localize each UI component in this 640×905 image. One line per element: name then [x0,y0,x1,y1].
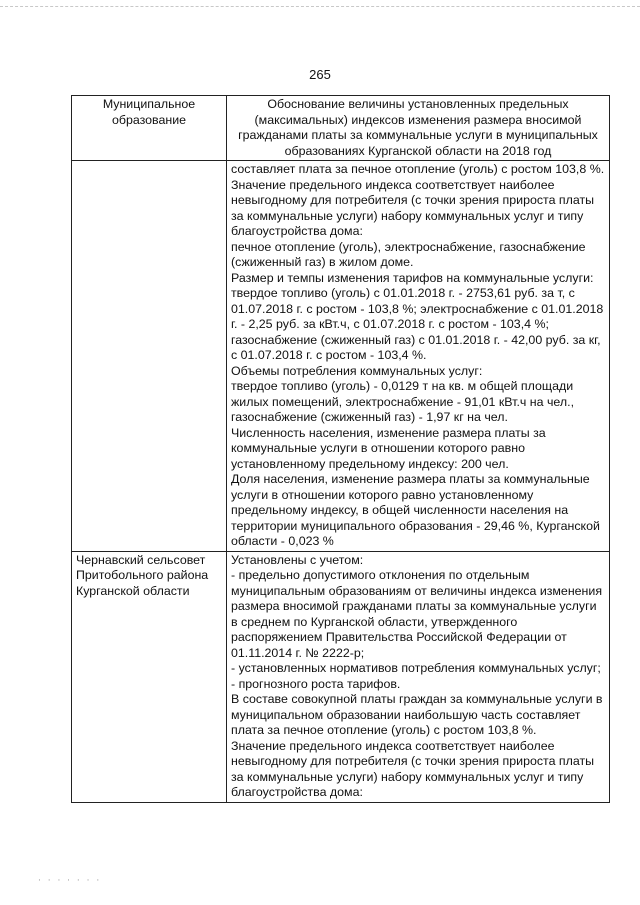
table-header-row [72,96,610,161]
header-municipality: Муниципальное образование [72,96,227,161]
paragraph: Значение предельного индекса соответствует наиболее невыгодному для потребителя (с точки зрения прироста платы за коммунальные услуги) набору коммунальных услуг и типу благоустройства дома: [231,738,595,799]
municipality-cell [72,161,227,552]
paragraph: Значение предельного индекса соответствует наиболее невыгодному для потребителя (с точки зрения прироста платы за коммунальные услуги) набору коммунальных услуг и типу благоустройства дома: [231,177,595,238]
page-number: 265 [309,67,331,82]
paragraph: Доля населения, изменение размера платы за коммунальные услуги в отношении которого равно установленному предельному индексу, в общей численности населения на территории муниципального образования - 29,46 %, Курганской области - 0,023 % [231,472,600,548]
table-row [72,161,610,552]
paragraph: - предельно допустимого отклонения по отдельным муниципальным образованиям от величины индекса изменения размера вносимой гражданами платы за коммунальные услуги в среднем по Курганской области, утвержденного распоряжением Правительства Российской Федерации от 01.11.2014 г. № 2222-р; [231,568,603,660]
paragraph: твердое топливо (уголь) - 0,0129 т на кв. м общей площади жилых помещений, электроснабжение - 91,01 кВт.ч на чел., газоснабжение (сжиженный газ) - 1,97 кг на чел. [231,379,575,424]
municipality-cell: Чернавский сельсовет Притобольного района Курганской области [72,551,227,802]
scan-artifact-dots: · · · · · · · [38,876,102,886]
paragraph: твердое топливо (уголь) с 01.01.2018 г. - 2753,61 руб. за т, с 01.07.2018 г. с ростом - 103,8 %; электроснабжение с 01.01.2018 г. - 2,25 руб. за кВт.ч, с 01.07.2018 г. с ростом - 103,4 %; газоснабжение (сжиженный газ) с 01.01.2018 г. - 42,00 руб. за кг, с 01.07.2018 г. с ростом - 103,4 %. [231,286,604,362]
paragraph: составляет плата за печное отопление (уголь) с ростом 103,8 %. [231,162,605,176]
justification-cell [227,551,610,802]
justification-cell [227,161,610,552]
paragraph: Установлены с учетом: [231,552,364,567]
justification-table [71,95,610,803]
paragraph: Объемы потребления коммунальных услуг: [231,363,483,378]
paragraph: - установленных нормативов потребления коммунальных услуг; [231,661,601,675]
paragraph: Размер и темпы изменения тарифов на коммунальные услуги: [231,270,594,285]
header-justification: Обоснование величины установленных предельных (максимальных) индексов изменения размера вносимой гражданами платы за коммунальные услуги в муниципальных образованиях Курганской области на 2018 год [227,96,610,161]
paragraph: печное отопление (уголь), электроснабжение, газоснабжение (сжиженный газ) в жилом доме. [231,239,586,269]
table-row [72,551,610,802]
paragraph: Численность населения, изменение размера платы за коммунальные услуги в отношении которого равно установленному предельному индексу: 200 чел. [231,425,546,471]
scan-artifact-line [0,6,640,7]
paragraph: - прогнозного роста тарифов. [231,676,401,691]
paragraph: В составе совокупной платы граждан за коммунальные услуги в муниципальном образовании наибольшую часть составляет плата за печное отопление (уголь) с ростом 103,8 %. [231,692,603,737]
